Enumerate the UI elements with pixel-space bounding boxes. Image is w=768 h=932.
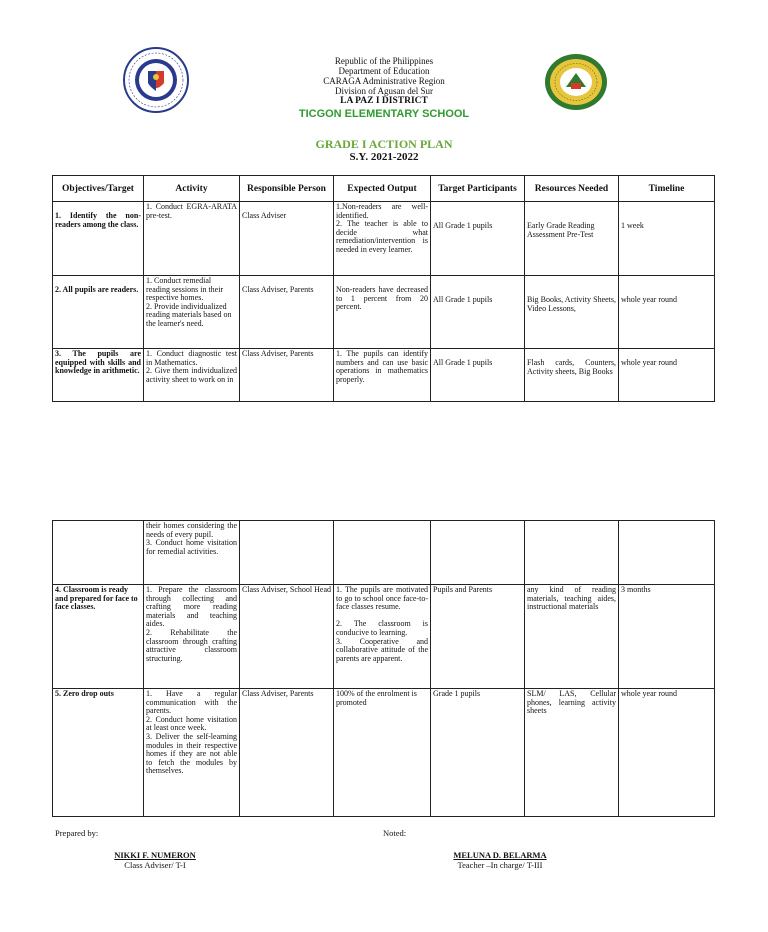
col-header: Objectives/Target	[53, 176, 144, 202]
noter-name: MELUNA D. BELARMA	[453, 850, 547, 860]
col-header: Activity	[144, 176, 240, 202]
timeline-cell: 3 months	[619, 585, 715, 689]
table-row	[53, 349, 715, 402]
col-header: Timeline	[619, 176, 715, 202]
table-row	[53, 202, 715, 276]
person-cell: Class Adviser	[240, 202, 334, 276]
header-line-division: Division of Agusan del Sur	[335, 86, 433, 96]
school-year: S.Y. 2021-2022	[349, 151, 419, 163]
output-cell: Non-readers have decreased to 1 percent from 20 percent.	[334, 276, 431, 349]
resources-cell: any kind of reading materials, teaching aides, instructional materials	[525, 585, 619, 689]
person-cell: Class Adviser, School Head	[240, 585, 334, 689]
header-line-region: CARAGA Administrative Region	[323, 76, 445, 86]
table-row	[53, 585, 715, 689]
col-header: Responsible Person	[240, 176, 334, 202]
timeline-cell: whole year round	[619, 689, 715, 817]
timeline-cell: whole year round	[619, 349, 715, 402]
preparer-name: NIKKI F. NUMERON	[114, 850, 196, 860]
table-row	[53, 276, 715, 349]
doc-title: GRADE I ACTION PLAN	[315, 137, 453, 151]
output-cell: 100% of the enrolment is promoted	[334, 689, 431, 817]
activity-cell: their homes considering the needs of every pupil. 3. Conduct home visitation for remedial activities.	[144, 521, 240, 585]
resources-cell: SLM/ LAS, Cellular phones, learning activity sheets	[525, 689, 619, 817]
prepared-by-label: Prepared by:	[55, 828, 99, 838]
timeline-cell: 1 week	[619, 202, 715, 276]
table-header-row	[53, 176, 715, 202]
noted-label: Noted:	[383, 828, 407, 838]
timeline-cell: whole year round	[619, 276, 715, 349]
header-line-republic: Republic of the Philippines	[334, 56, 434, 66]
person-cell: Class Adviser, Parents	[240, 276, 334, 349]
output-cell: 1. The pupils are motivated to go to school once face-to-face classes resume. 2. The classroom is conducive to learning. 3. Cooperative and collaborative attitude of the parents are apparent.	[334, 585, 431, 689]
objective-cell: 5. Zero drop outs	[53, 689, 144, 817]
objective-cell: 4. Classroom is ready and prepared for face to face classes.	[53, 585, 144, 689]
activity-cell: 1. Conduct EGRA-ARATA pre-test.	[144, 202, 240, 276]
table-row	[53, 689, 715, 817]
table-row-continuation	[53, 521, 715, 585]
col-header: Target Participants	[431, 176, 525, 202]
output-cell: 1. The pupils can identify numbers and can use basic operations in mathematics properly.	[334, 349, 431, 402]
activity-cell: 1. Conduct remedial reading sessions in their respective homes. 2. Provide individualized reading materials based on the learner's need.	[144, 276, 240, 349]
activity-cell: 1. Have a regular communication with the parents. 2. Conduct home visitation at least once week. 3. Deliver the self-learning modules in their respective homes if they are not able to fetch the modules by themselves.	[144, 689, 240, 817]
participants-cell: Grade 1 pupils	[431, 689, 525, 817]
participants-cell: All Grade 1 pupils	[431, 202, 525, 276]
activity-cell: 1. Prepare the classroom through collecting and crafting more reading materials and teaching aides. 2. Rehabilitate the classroom through crafting attractive classroom structuring.	[144, 585, 240, 689]
resources-cell: Big Books, Activity Sheets, Video Lessons,	[525, 276, 619, 349]
resources-cell: Flash cards, Counters, Activity sheets, Big Books	[525, 349, 619, 402]
objective-cell: 3. The pupils are equipped with skills and knowledge in arithmetic.	[53, 349, 144, 402]
output-cell: 1.Non-readers are well-identified. 2. The teacher is able to decide what remediation/intervention is needed in every learner.	[334, 202, 431, 276]
participants-cell: Pupils and Parents	[431, 585, 525, 689]
action-plan-table-page2	[52, 520, 715, 817]
participants-cell: All Grade 1 pupils	[431, 349, 525, 402]
activity-cell: 1. Conduct diagnostic test in Mathematics. 2. Give them individualized activity sheet to work on in	[144, 349, 240, 402]
col-header: Resources Needed	[525, 176, 619, 202]
preparer-title: Class Adviser/ T-I	[124, 860, 186, 870]
action-plan-table-page1	[52, 175, 715, 402]
person-cell: Class Adviser, Parents	[240, 689, 334, 817]
noter-title: Teacher –In charge/ T-III	[457, 860, 543, 870]
objective-cell: 1. Identify the non-readers among the class.	[53, 202, 144, 276]
header-district: LA PAZ I DISTRICT	[340, 96, 428, 106]
objective-cell: 2. All pupils are readers.	[53, 276, 144, 349]
person-cell: Class Adviser, Parents	[240, 349, 334, 402]
header-line-deped: Department of Education	[338, 66, 430, 76]
resources-cell: Early Grade Reading Assessment Pre-Test	[525, 202, 619, 276]
col-header: Expected Output	[334, 176, 431, 202]
participants-cell: All Grade 1 pupils	[431, 276, 525, 349]
school-name: TICGON ELEMENTARY SCHOOL	[298, 108, 470, 120]
